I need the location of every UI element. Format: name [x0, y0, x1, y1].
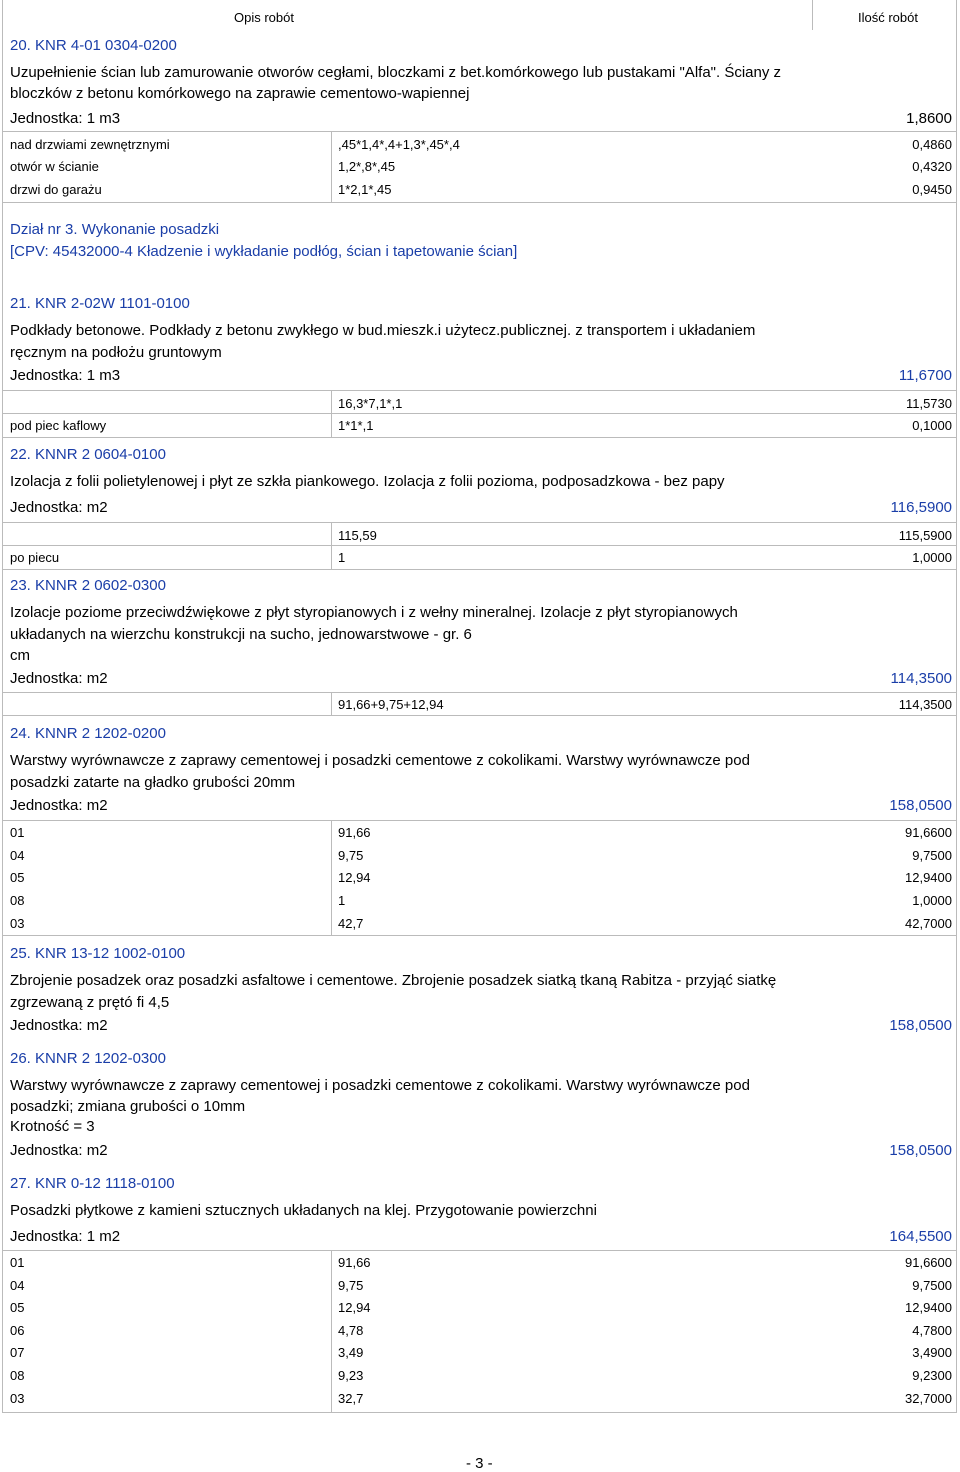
unit-total: 158,0500: [889, 797, 952, 814]
measure-value: 0,1000: [912, 418, 952, 433]
position-description: Posadzki płytkowe z kamieni sztucznych układanych na klej. Przygotowanie powierzchni: [10, 1202, 597, 1219]
measure-formula: ,45*1,4*,4+1,3*,45*,4: [338, 137, 460, 152]
unit-total: 114,3500: [890, 670, 952, 687]
unit-label: Jednostka: m2: [10, 1142, 108, 1159]
measure-label: 04: [10, 1278, 25, 1293]
measure-divider: [331, 390, 332, 438]
unit-label: Jednostka: m2: [10, 797, 108, 814]
position-description: Uzupełnienie ścian lub zamurowanie otworów cegłami, bloczkami z bet.komórkowego lub pustakami "Alfa". Ściany z: [10, 64, 782, 81]
measure-formula: 1: [338, 893, 346, 908]
unit-total: 116,5900: [890, 499, 952, 516]
unit-total: 158,0500: [889, 1142, 952, 1159]
measure-value: 3,4900: [912, 1345, 952, 1360]
position-description: zgrzewaną z prętó fi 4,5: [10, 994, 170, 1011]
measure-formula: 3,49: [338, 1345, 364, 1360]
measure-row-line: [2, 545, 957, 546]
position-description: posadzki zatarte na gładko grubości 20mm: [10, 774, 296, 791]
measure-value: 114,3500: [898, 697, 952, 712]
unit-label: Jednostka: 1 m2: [10, 1228, 121, 1245]
measure-value: 32,7000: [905, 1391, 952, 1406]
header-divider: [812, 0, 813, 30]
unit-label: Jednostka: m2: [10, 670, 108, 687]
position-title: 27. KNR 0-12 1118-0100: [10, 1175, 175, 1192]
measure-label: 04: [10, 848, 25, 863]
measure-divider: [331, 131, 332, 203]
position-description: bloczków z betonu komórkowego na zaprawie cementowo-wapiennej: [10, 85, 470, 102]
position-description: cm: [10, 647, 30, 664]
measure-label: drzwi do garażu: [10, 182, 102, 197]
measure-label: 01: [10, 1255, 25, 1270]
position-description: Podkłady betonowe. Podkłady z betonu zwykłego w bud.mieszk.i użytecz.publicznej. z transportem i układaniem: [10, 322, 756, 339]
measure-divider: [331, 1250, 332, 1413]
position-description: Izolacja z folii polietylenowej i płyt ze szkła piankowego. Izolacja z folii pozioma, podposadzkowa - bez papy: [10, 473, 725, 490]
position-description: układanych na wierzchu konstrukcji na sucho, jednowarstwowe - gr. 6: [10, 626, 472, 643]
measure-value: 0,4320: [912, 159, 952, 174]
position-title: 20. KNR 4-01 0304-0200: [10, 37, 177, 54]
measure-label: pod piec kaflowy: [10, 418, 107, 433]
position-description: Zbrojenie posadzek oraz posadzki asfaltowe i cementowe. Zbrojenie posadzek siatką tkaną Rabitza - przyjąć siatkę: [10, 972, 777, 989]
position-description: ręcznym na podłożu gruntowym: [10, 344, 222, 361]
measure-formula: 91,66: [338, 825, 371, 840]
measure-value: 0,9450: [912, 182, 952, 197]
measure-divider: [331, 692, 332, 716]
measure-value: 1,0000: [912, 550, 952, 565]
measure-formula: 32,7: [338, 1391, 364, 1406]
measure-value: 91,6600: [905, 1255, 952, 1270]
measure-formula: 1: [338, 550, 346, 565]
measure-label: 03: [10, 916, 25, 931]
section-cpv: [CPV: 45432000-4 Kładzenie i wykładanie podłóg, ścian i tapetowanie ścian]: [10, 243, 518, 260]
measure-formula: 12,94: [338, 870, 371, 885]
position-title: 24. KNNR 2 1202-0200: [10, 725, 166, 742]
measure-label: 05: [10, 1300, 25, 1315]
measure-table: [2, 820, 957, 936]
measure-divider: [331, 522, 332, 570]
measure-formula: 9,75: [338, 848, 364, 863]
measure-table: [2, 1250, 957, 1413]
measure-value: 12,9400: [905, 1300, 952, 1315]
measure-table: [2, 692, 957, 716]
measure-formula: 12,94: [338, 1300, 371, 1315]
measure-label: 08: [10, 893, 25, 908]
measure-label: 03: [10, 1391, 25, 1406]
measure-formula: 9,75: [338, 1278, 364, 1293]
measure-label: 06: [10, 1323, 25, 1338]
position-title: 21. KNR 2-02W 1101-0100: [10, 295, 190, 312]
unit-label: Jednostka: m2: [10, 1017, 108, 1034]
measure-label: otwór w ścianie: [10, 159, 99, 174]
position-description: Izolacje poziome przeciwdźwiękowe z płyt styropianowych i z wełny mineralnej. Izolacje z płyt styropianowych: [10, 604, 738, 621]
measure-label: 07: [10, 1345, 25, 1360]
measure-label: po piecu: [10, 550, 60, 565]
measure-formula: 4,78: [338, 1323, 364, 1338]
measure-label: 08: [10, 1368, 25, 1383]
measure-value: 91,6600: [905, 825, 952, 840]
measure-value: 4,7800: [912, 1323, 952, 1338]
measure-label: 05: [10, 870, 25, 885]
measure-formula: 91,66: [338, 1255, 371, 1270]
unit-total: 164,5500: [889, 1228, 952, 1245]
measure-formula: 1*1*,1: [338, 418, 374, 433]
unit-total: 11,6700: [898, 367, 952, 384]
measure-formula: 9,23: [338, 1368, 364, 1383]
measure-value: 9,2300: [912, 1368, 952, 1383]
measure-formula: 1,2*,8*,45: [338, 159, 396, 174]
header-description: Opis robót: [234, 10, 294, 25]
measure-value: 11,5730: [905, 396, 952, 411]
measure-divider: [331, 820, 332, 936]
section-title: Dział nr 3. Wykonanie posadzki: [10, 221, 220, 238]
position-description: Warstwy wyrównawcze z zaprawy cementowej i posadzki cementowe z cokolikami. Warstwy wyrównawcze pod: [10, 752, 750, 769]
measure-formula: 1*2,1*,45: [338, 182, 392, 197]
measure-value: 0,4860: [912, 137, 952, 152]
measure-row-line: [2, 413, 957, 414]
measure-value: 42,7000: [905, 916, 952, 931]
position-title: 25. KNR 13-12 1002-0100: [10, 945, 186, 962]
measure-label: nad drzwiami zewnętrznymi: [10, 137, 170, 152]
measure-formula: 115,59: [338, 528, 377, 543]
position-description: posadzki; zmiana grubości o 10mm: [10, 1098, 246, 1115]
unit-label: Jednostka: 1 m3: [10, 367, 121, 384]
measure-value: 1,0000: [912, 893, 952, 908]
position-title: 26. KNNR 2 1202-0300: [10, 1050, 166, 1067]
measure-table: [2, 390, 957, 438]
measure-value: 9,7500: [912, 848, 952, 863]
measure-value: 115,5900: [898, 528, 952, 543]
measure-table: [2, 522, 957, 570]
position-title: 22. KNNR 2 0604-0100: [10, 446, 166, 463]
measure-value: 9,7500: [912, 1278, 952, 1293]
unit-label: Jednostka: 1 m3: [10, 110, 121, 127]
position-description: Warstwy wyrównawcze z zaprawy cementowej i posadzki cementowe z cokolikami. Warstwy wyrównawcze pod: [10, 1077, 750, 1094]
unit-label: Jednostka: m2: [10, 499, 108, 516]
unit-total: 1,8600: [906, 110, 952, 127]
page-number: - 3 -: [466, 1455, 493, 1472]
measure-value: 12,9400: [905, 870, 952, 885]
measure-formula: 16,3*7,1*,1: [338, 396, 403, 411]
measure-formula: 42,7: [338, 916, 364, 931]
position-multiplier: Krotność = 3: [10, 1118, 95, 1135]
measure-formula: 91,66+9,75+12,94: [338, 697, 444, 712]
unit-total: 158,0500: [889, 1017, 952, 1034]
header-quantity: Ilość robót: [858, 10, 918, 25]
measure-label: 01: [10, 825, 25, 840]
position-title: 23. KNNR 2 0602-0300: [10, 577, 166, 594]
